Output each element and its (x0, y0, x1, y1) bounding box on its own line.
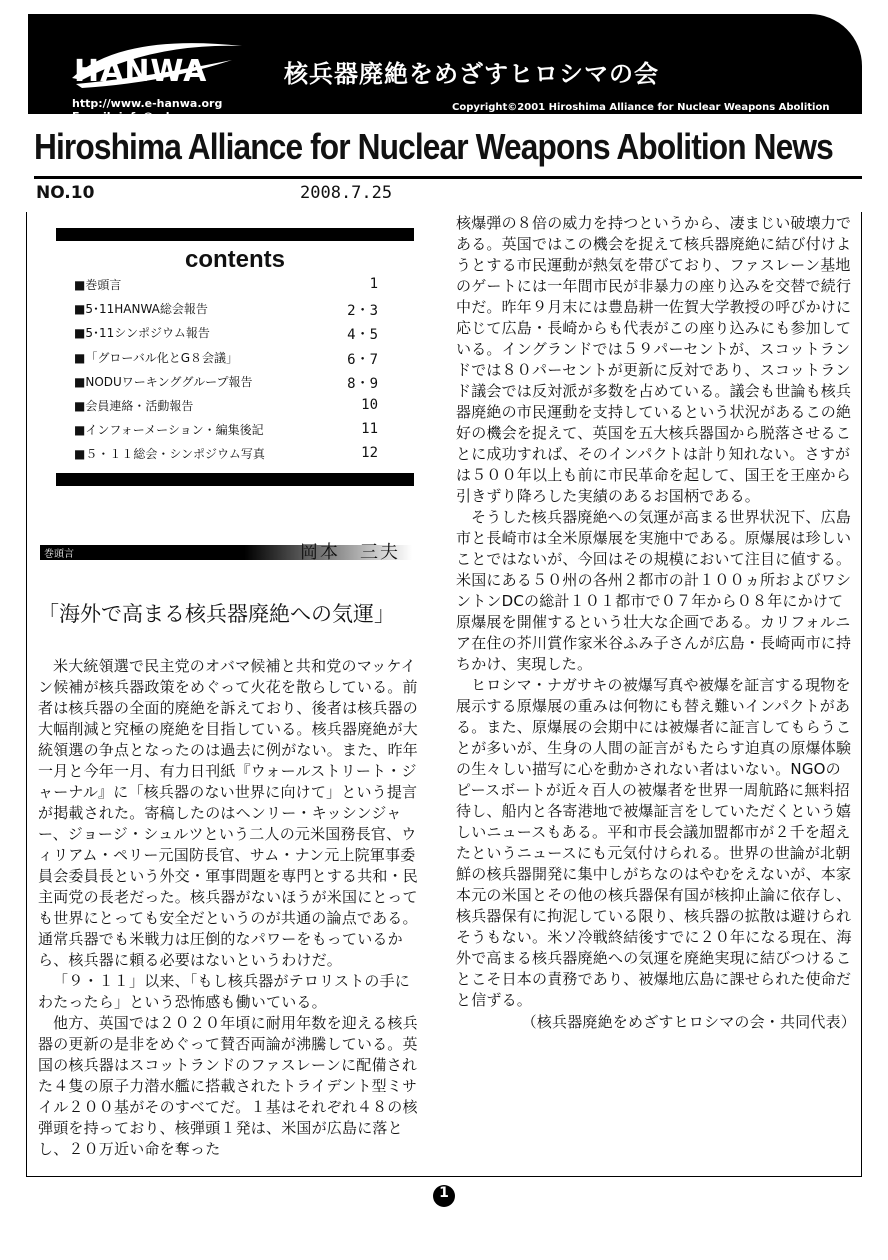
frame-bottom-border (26, 1176, 862, 1177)
issue-number: NO.10 (36, 183, 95, 203)
organization-name: 核兵器廃絶をめざすヒロシマの会 (284, 60, 659, 88)
essay-paragraph: 「９・１１」以来、「もし核兵器がテロリストの手にわたったら」という恐怖感も働いている。 (38, 972, 411, 1011)
essay-paragraph: 米大統領選で民主党のオバマ候補と共和党のマッケイン候補が核兵器政策をめぐって火花を散らしている。前者は核兵器の全面的廃絶を訴えており、後者は核兵器の大幅削減と究極の廃絶を目指している。核兵器廃絶が大統領選の争点となったのは過去に例がない。また、昨年一月と今年一月、有力日刊紙『ウォールストリート・ジャーナル』に「核兵器のない世界に向けて」という提言が掲載された。寄稿したのはヘンリー・キッシンジャー、ジョージ・シュルツという二人の元米国務長官、ウィリアム・ペリー元国防長官、サム・ナン元上院軍事委員会委員長という外交・軍事問題を専門とする共和・民主両党の長老だった。核兵器がないほうが米国にとっても世界にとっても安全だというのが共通の論点である。通常兵器でも米戦力は圧倒的なパワーをもっているから、核兵器に頼る必要はないというわけだ。 (38, 657, 419, 969)
frame-right-border (861, 212, 862, 1177)
issue-date: 2008.7.25 (300, 183, 393, 203)
contents-item-label: ■インフォーメーション・編集後記 (74, 423, 264, 438)
contents-item[interactable] (74, 373, 394, 397)
contact-info (72, 97, 231, 123)
copyright-notice: Copyright©2001 Hiroshima Alliance for Nuclear Weapons Abolition (452, 102, 830, 113)
frame-left-border (26, 212, 27, 1177)
section-label: 巻頭言 (44, 549, 74, 560)
essay-paragraph: ヒロシマ・ナガサキの被爆写真や被爆を証言する現物を展示する原爆展の重みは何物にも替え難いインパクトがある。また、原爆展の会期中には被爆者に証言してもらうことが多いが、生身の人間の証言がもたらす迫真の原爆体験の生々しい描写に心を動かされない者はいない。NGOのピースボートが近々百人の被爆者を世界一周航路に無料招待し、船内と各寄港地で被爆証言をしていただくという嬉しいニュースもある。平和市長会議加盟都市が２千を超えたというニュースにも元気付けられる。世界の世論が北朝鮮の核兵器開発に集中しがちなのはやむをえないが、本家本元の米国とその他の核兵器保有国が核抑止論に依存し、核兵器保有に拘泥している限り、核兵器の拡散は避けられそうもない。米ソ冷戦終結後すでに２０年になる現在、海外で高まる核兵器廃絶への気運を廃絶実現に結びつけることこそ日本の責務であり、被爆地広島に課せられた使命だと信ずる。 (456, 676, 852, 1009)
contents-item[interactable] (74, 324, 394, 348)
essay-paragraph: そうした核兵器廃絶への気運が高まる世界状況下、広島市と長崎市は全米原爆展を実施中である。原爆展は珍しいことではないが、今回はその規模において注目に値する。米国にある５０州の各州２都市の計１００ヵ所およびワシントンDCの総計１０１都市で０７年から０８年にかけて原爆展を開催するという壮大な企画である。カリフォルニア在住の芥川賞作家米谷ふみ子さんが広島・長崎両市に持ちかけ、実現した。 (456, 508, 852, 673)
contents-item[interactable] (74, 421, 394, 445)
contents-item[interactable] (74, 276, 394, 300)
essay-paragraph: 核爆弾の８倍の威力を持つというから、凄まじい破壊力である。英国ではこの機会を捉えて核兵器廃絶に結び付けようとする市民運動が熱気を帯びており、ファスレーン基地のゲートには一年間市民が非暴力の座り込みを交替で続行中だ。昨年９月末には豊島耕一佐賀大学教授の呼びかけに応じて広島・長崎からも代表がこの座り込みにも参加している。イングランドでは５９パーセントが、スコットランドでは８０パーセントが更新に反対であり、スコットランド議会では反対派が多数を占めている。議会も世論も核兵器廃絶の市民運動を支持しているという状況があるこの絶好の機会を捉えて、英国を五大核兵器国から脱落させることに成功すれば、そのインパクトは計り知れない。さすがは５００年以上も前に市民革命を起して、国王を王座から引きずり降ろした実績のあるお国柄である。 (456, 214, 852, 505)
contents-item-page: 2・3 (347, 303, 378, 320)
contents-item[interactable] (74, 300, 394, 324)
hanwa-logo: HANWA (74, 54, 208, 89)
contents-item-label: ■５・１１総会・シンポジウム写真 (74, 447, 265, 462)
contents-bottom-bar (56, 473, 414, 486)
website-url[interactable]: http://www.e-hanwa.org (72, 97, 223, 110)
contents-item-page: 12 (361, 445, 378, 462)
contents-top-bar (56, 228, 414, 241)
contents-item-page: 11 (361, 421, 378, 438)
newsletter-title: Hiroshima Alliance for Nuclear Weapons Abolition News (34, 126, 833, 167)
title-divider (34, 176, 862, 179)
essay-signoff: （核兵器廃絶をめざすヒロシマの会・共同代表） (521, 1013, 856, 1031)
contents-item-label: ■5･11HANWA総会報告 (74, 302, 208, 317)
contents-list (74, 276, 394, 470)
masthead (28, 14, 862, 123)
contents-item-page: 10 (361, 396, 378, 413)
contents-item[interactable] (74, 445, 394, 469)
essay-right-column (456, 213, 856, 1033)
contents-item[interactable] (74, 397, 394, 421)
essay-author: 岡本 三夫 (300, 542, 400, 563)
contents-item[interactable] (74, 349, 394, 373)
contents-item-page: 8・9 (347, 375, 378, 392)
page-number: 1 (433, 1185, 455, 1207)
contents-item-page: 1 (369, 276, 378, 292)
email-address[interactable]: E-mail: info@e-hanwa.org (72, 110, 232, 123)
contents-item-label: ■「グローバル化とG８会議」 (74, 350, 239, 365)
contents-item-label: ■NODUワーキンググループ報告 (74, 374, 253, 389)
essay-paragraph: 他方、英国では２０２０年頃に耐用年数を迎える核兵器の更新の是非をめぐって賛否両論が沸騰している。英国の核兵器はスコットランドのファスレーンに配備された４隻の原子力潜水艦に搭載されたトライデント型ミサイル２００基がそのすべてだ。１基はそれぞれ４８の核弾頭を持っており、核弾頭１発は、米国が広島に落とし、２０万近い命を奪った (38, 1014, 418, 1158)
contents-item-label: ■巻頭言 (74, 278, 122, 292)
essay-left-column (38, 656, 422, 1160)
essay-title: 「海外で高まる核兵器廃絶への気運」 (38, 602, 395, 626)
contents-title: contents (184, 246, 285, 273)
contents-item-page: 6・7 (347, 351, 378, 368)
contents-item-label: ■会員連絡・活動報告 (74, 398, 194, 413)
contents-item-label: ■5･11シンポジウム報告 (74, 326, 210, 341)
contents-item-page: 4・5 (347, 327, 378, 344)
